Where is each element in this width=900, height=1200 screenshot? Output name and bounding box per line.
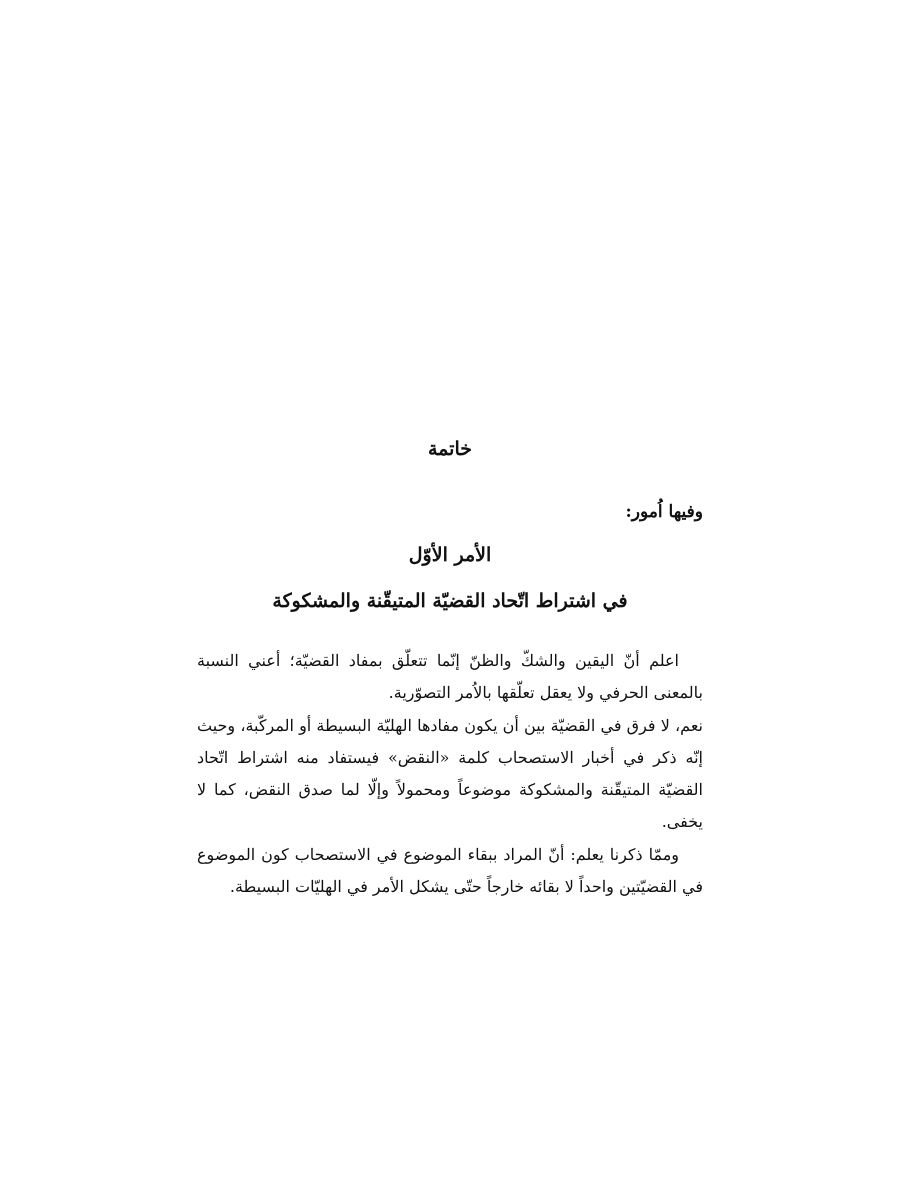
paragraph: وممّا ذكرنا يعلم: أنّ المراد ببقاء الموضوع في الاستصحاب كون الموضوع في القضيّتين واحداً لا بقائه خارجاً حتّى يشكل الأمر في الهليّات البسيطة.: [197, 844, 703, 897]
paragraph: نعم، لا فرق في القضيّة بين أن يكون مفادها الهليّة البسيطة أو المركّبة، وحيث إنّه ذكر في أخبار الاستصحاب كلمة «النقض» فيستفاد منه اشتراط اتّحاد القضيّة المتيقّنة والمشكوكة موضوعاً ومحمولاً وإلّا لما صدق النقض، كما لا يخفى.: [197, 715, 703, 832]
paragraph: اعلم أنّ اليقين والشكّ والظنّ إنّما تتعلّق بمفاد القضيّة؛ أعني النسبة بالمعنى الحرفي ولا يعقل تعلّقها بالاُمر التصوّرية.: [197, 651, 703, 703]
chapter-title: خاتمة: [428, 438, 472, 460]
section-heading: الأمر الأوّل: [408, 544, 492, 566]
body-text: [197, 645, 703, 903]
intro-line: وفيها اُمور:: [625, 502, 703, 522]
section-subheading: في اشتراط اتّحاد القضيّة المتيقّنة والمشكوكة: [272, 590, 628, 612]
